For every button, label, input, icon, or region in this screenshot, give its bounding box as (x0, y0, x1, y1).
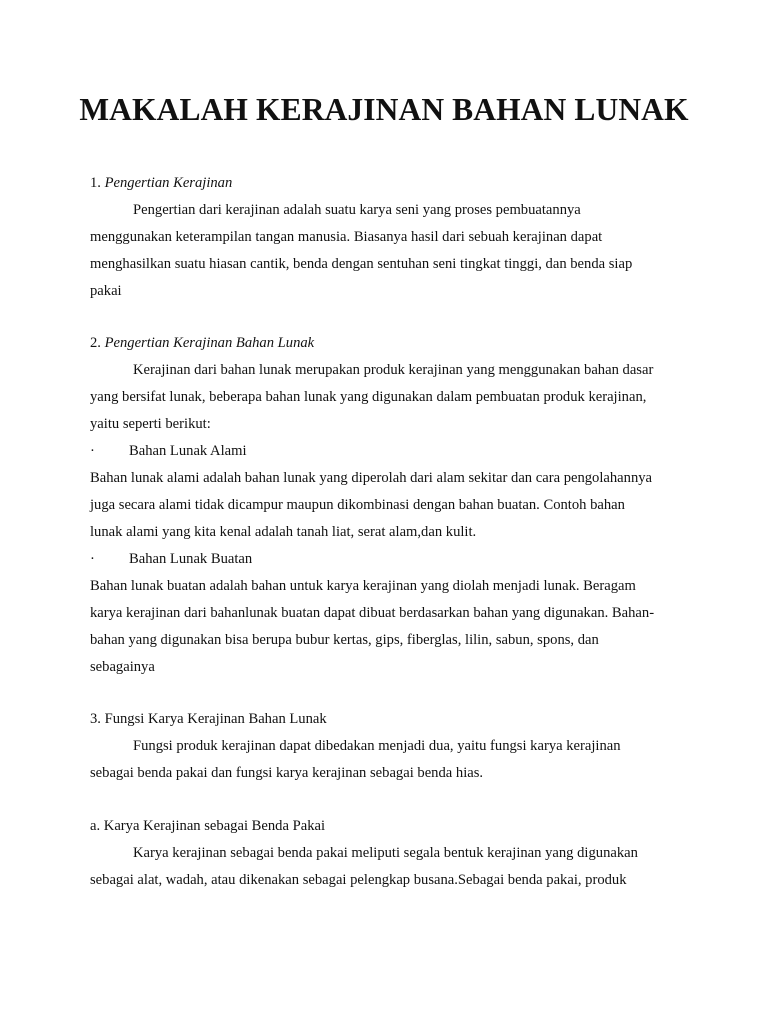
paragraph-line: bahan yang digunakan bisa berupa bubur kertas, gips, fiberglas, lilin, sabun, spons, dan (90, 632, 599, 648)
document-title: MAKALAH KERAJINAN BAHAN LUNAK (79, 92, 689, 127)
paragraph-line: Bahan lunak buatan adalah bahan untuk karya kerajinan yang diolah menjadi lunak. Beragam (90, 578, 636, 594)
paragraph-line: sebagai benda pakai dan fungsi karya kerajinan sebagai benda hias. (90, 765, 484, 781)
section-2-heading (90, 334, 314, 352)
paragraph-line: karya kerajinan dari bahanlunak buatan dapat dibuat berdasarkan bahan yang digunakan. Bahan- (90, 605, 655, 621)
section-2-number: 2. (90, 335, 105, 351)
paragraph-line: lunak alami yang kita kenal adalah tanah liat, serat alam,dan kulit. (90, 524, 477, 540)
paragraph-line: yaitu seperti berikut: (90, 416, 211, 432)
paragraph-line: Fungsi produk kerajinan dapat dibedakan menjadi dua, yaitu fungsi karya kerajinan (133, 738, 621, 754)
paragraph-line: sebagai alat, wadah, atau dikenakan sebagai pelengkap busana.Sebagai benda pakai, produk (90, 872, 627, 888)
section-2-title: Pengertian Kerajinan Bahan Lunak (104, 335, 315, 351)
section-3-heading: 3. Fungsi Karya Kerajinan Bahan Lunak (90, 711, 327, 727)
bullet-label-artificial: Bahan Lunak Buatan (129, 551, 253, 567)
paragraph-line: yang bersifat lunak, beberapa bahan lunak yang digunakan dalam pembuatan produk kerajinan, (90, 389, 647, 405)
bullet-label-natural: Bahan Lunak Alami (129, 443, 247, 459)
paragraph-line: Bahan lunak alami adalah bahan lunak yang diperolah dari alam sekitar dan cara pengolahannya (90, 470, 653, 486)
paragraph-line: sebagainya (90, 659, 155, 675)
paragraph-line: menghasilkan suatu hiasan cantik, benda dengan sentuhan seni tingkat tinggi, dan benda siap (90, 256, 633, 272)
paragraph-line: menggunakan keterampilan tangan manusia. Biasanya hasil dari sebuah kerajinan dapat (90, 229, 603, 245)
section-1-title: Pengertian Kerajinan (104, 175, 233, 191)
section-1-heading (90, 174, 232, 192)
paragraph-line: pakai (90, 283, 122, 299)
section-1-number: 1. (90, 175, 105, 191)
paragraph-line: juga secara alami tidak dicampur maupun dikombinasi dengan bahan buatan. Contoh bahan (90, 497, 625, 513)
paragraph-line: Karya kerajinan sebagai benda pakai meliputi segala bentuk kerajinan yang digunakan (133, 845, 638, 861)
section-a-heading: a. Karya Kerajinan sebagai Benda Pakai (90, 818, 326, 834)
bullet-marker: · (90, 443, 95, 459)
paragraph-line: Kerajinan dari bahan lunak merupakan produk kerajinan yang menggunakan bahan dasar (133, 362, 654, 378)
bullet-marker: · (90, 551, 95, 567)
paragraph-line: Pengertian dari kerajinan adalah suatu karya seni yang proses pembuatannya (133, 202, 581, 218)
